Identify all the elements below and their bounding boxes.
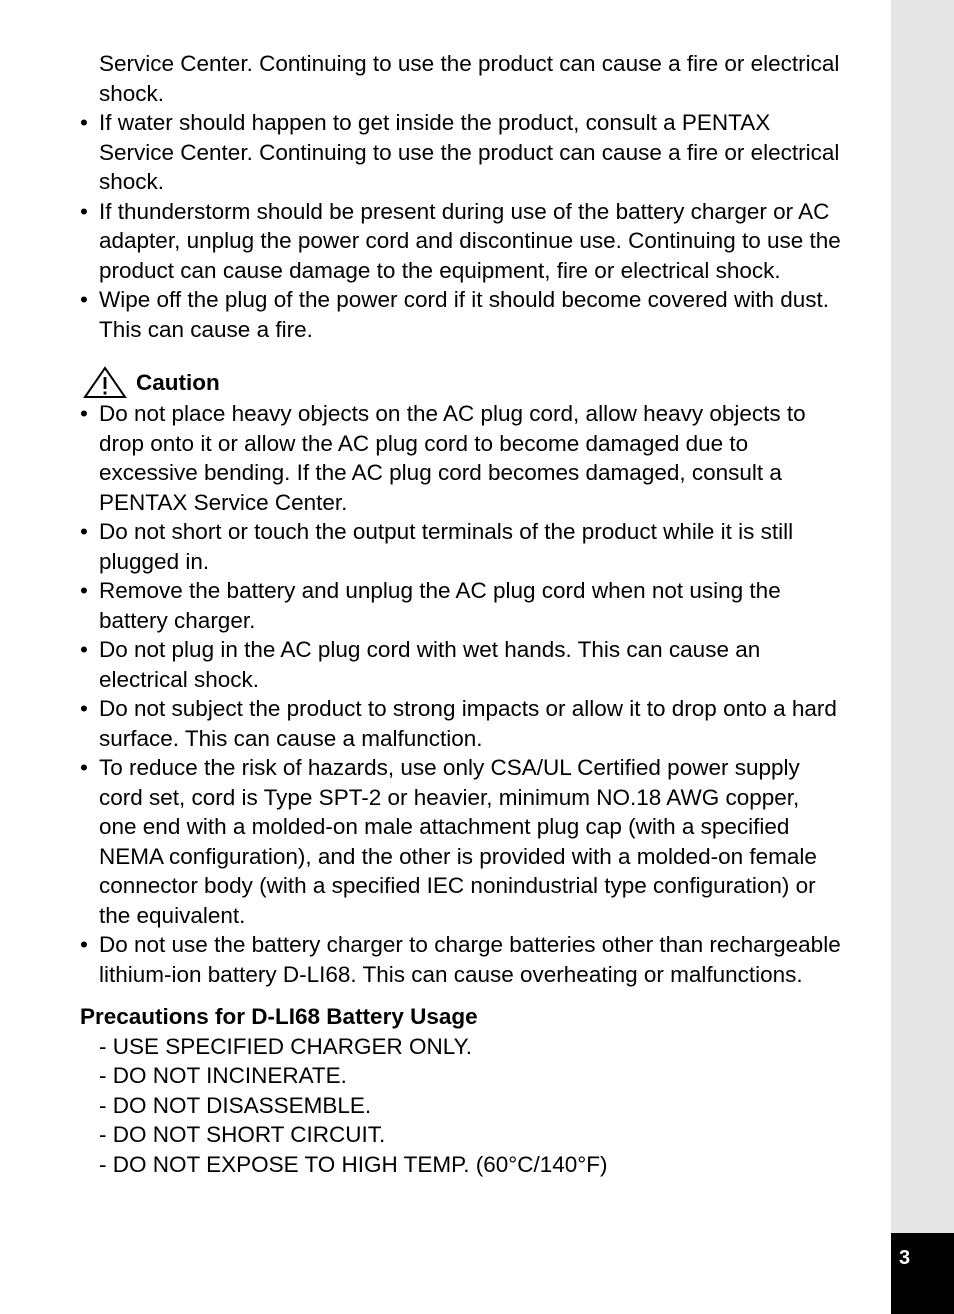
- bullet: •: [80, 696, 88, 721]
- text-line: Do not use the battery charger to charge batteries other than rechargeable: [99, 932, 841, 957]
- bullet: •: [80, 198, 88, 224]
- list-item: [80, 930, 880, 989]
- bullet: •: [80, 755, 88, 780]
- list-item: [80, 635, 880, 694]
- text-line: plugged in.: [99, 548, 210, 574]
- text-line: connector body (with a specified IEC nonindustrial type configuration) or: [99, 873, 816, 898]
- text-line: Do not subject the product to strong impacts or allow it to drop onto a hard: [99, 696, 837, 721]
- page-number: 3: [899, 1247, 911, 1269]
- text-line: PENTAX Service Center.: [99, 489, 348, 515]
- text-line: shock.: [99, 80, 165, 106]
- page-number-tab: [891, 1233, 954, 1314]
- bullet: •: [80, 637, 88, 662]
- list-item: [80, 399, 880, 517]
- text-line: product can cause damage to the equipment, fire or electrical shock.: [99, 257, 781, 283]
- text-line: the equivalent.: [99, 902, 246, 928]
- text-line: Do not short or touch the output terminals of the product while it is still: [99, 519, 794, 544]
- text-line: Remove the battery and unplug the AC plug cord when not using the: [99, 578, 781, 603]
- bullet: •: [80, 578, 88, 603]
- list-item: [80, 753, 880, 930]
- text-line: Service Center. Continuing to use the product can cause a fire or electrical: [99, 139, 840, 165]
- list-item: [80, 576, 880, 635]
- text-line: one end with a molded-on male attachment plug cap (with a specified: [99, 814, 790, 839]
- precaution-item: - USE SPECIFIED CHARGER ONLY.: [99, 1033, 472, 1059]
- precautions-list: [80, 1032, 880, 1180]
- bullet: •: [80, 110, 88, 135]
- precaution-item: - DO NOT DISASSEMBLE.: [99, 1092, 372, 1118]
- intro-continuation: [80, 49, 880, 108]
- text-line: To reduce the risk of hazards, use only CSA/UL Certified power supply: [99, 755, 800, 780]
- text-line: Service Center. Continuing to use the product can cause a fire or electrical: [99, 51, 840, 76]
- text-line: excessive bending. If the AC plug cord becomes damaged, consult a: [99, 460, 782, 485]
- page-content: [80, 49, 880, 1179]
- text-line: cord set, cord is Type SPT-2 or heavier, minimum NO.18 AWG copper,: [99, 784, 800, 810]
- text-line: surface. This can cause a malfunction.: [99, 725, 483, 751]
- text-line: Do not plug in the AC plug cord with wet hands. This can cause an: [99, 637, 761, 662]
- list-item: [80, 517, 880, 576]
- precaution-item: - DO NOT EXPOSE TO HIGH TEMP. (60°C/140°F): [99, 1151, 608, 1177]
- text-line: Do not place heavy objects on the AC plug cord, allow heavy objects to: [99, 401, 806, 426]
- list-item: [80, 108, 880, 197]
- text-line: If thunderstorm should be present during use of the battery charger or AC: [99, 198, 830, 224]
- list-item: [80, 197, 880, 286]
- list-item: [80, 694, 880, 753]
- side-tab: [891, 0, 954, 1314]
- caution-list: [80, 399, 880, 989]
- text-line: This can cause a fire.: [99, 316, 313, 342]
- text-line: NEMA configuration), and the other is provided with a molded-on female: [99, 843, 817, 869]
- text-line: adapter, unplug the power cord and discontinue use. Continuing to use the: [99, 228, 841, 253]
- precaution-item: - DO NOT INCINERATE.: [99, 1063, 347, 1088]
- bullet: •: [80, 519, 88, 544]
- caution-title: Caution: [136, 369, 220, 395]
- precaution-item: - DO NOT SHORT CIRCUIT.: [99, 1122, 386, 1147]
- text-line: lithium-ion battery D-LI68. This can cause overheating or malfunctions.: [99, 961, 803, 987]
- bullet: •: [80, 287, 88, 312]
- list-item: [80, 285, 880, 344]
- precautions-title: Precautions for D-LI68 Battery Usage: [80, 1004, 478, 1029]
- warning-list: [80, 108, 880, 344]
- text-line: drop onto it or allow the AC plug cord to become damaged due to: [99, 430, 749, 456]
- caution-heading: [80, 366, 880, 399]
- text-line: If water should happen to get inside the product, consult a PENTAX: [99, 110, 771, 135]
- bullet: •: [80, 932, 88, 957]
- text-line: electrical shock.: [99, 666, 260, 692]
- text-line: battery charger.: [99, 607, 256, 633]
- bullet: •: [80, 401, 88, 426]
- text-line: Wipe off the plug of the power cord if it should become covered with dust.: [99, 287, 829, 312]
- text-line: shock.: [99, 169, 165, 194]
- warning-triangle-icon: [82, 366, 128, 399]
